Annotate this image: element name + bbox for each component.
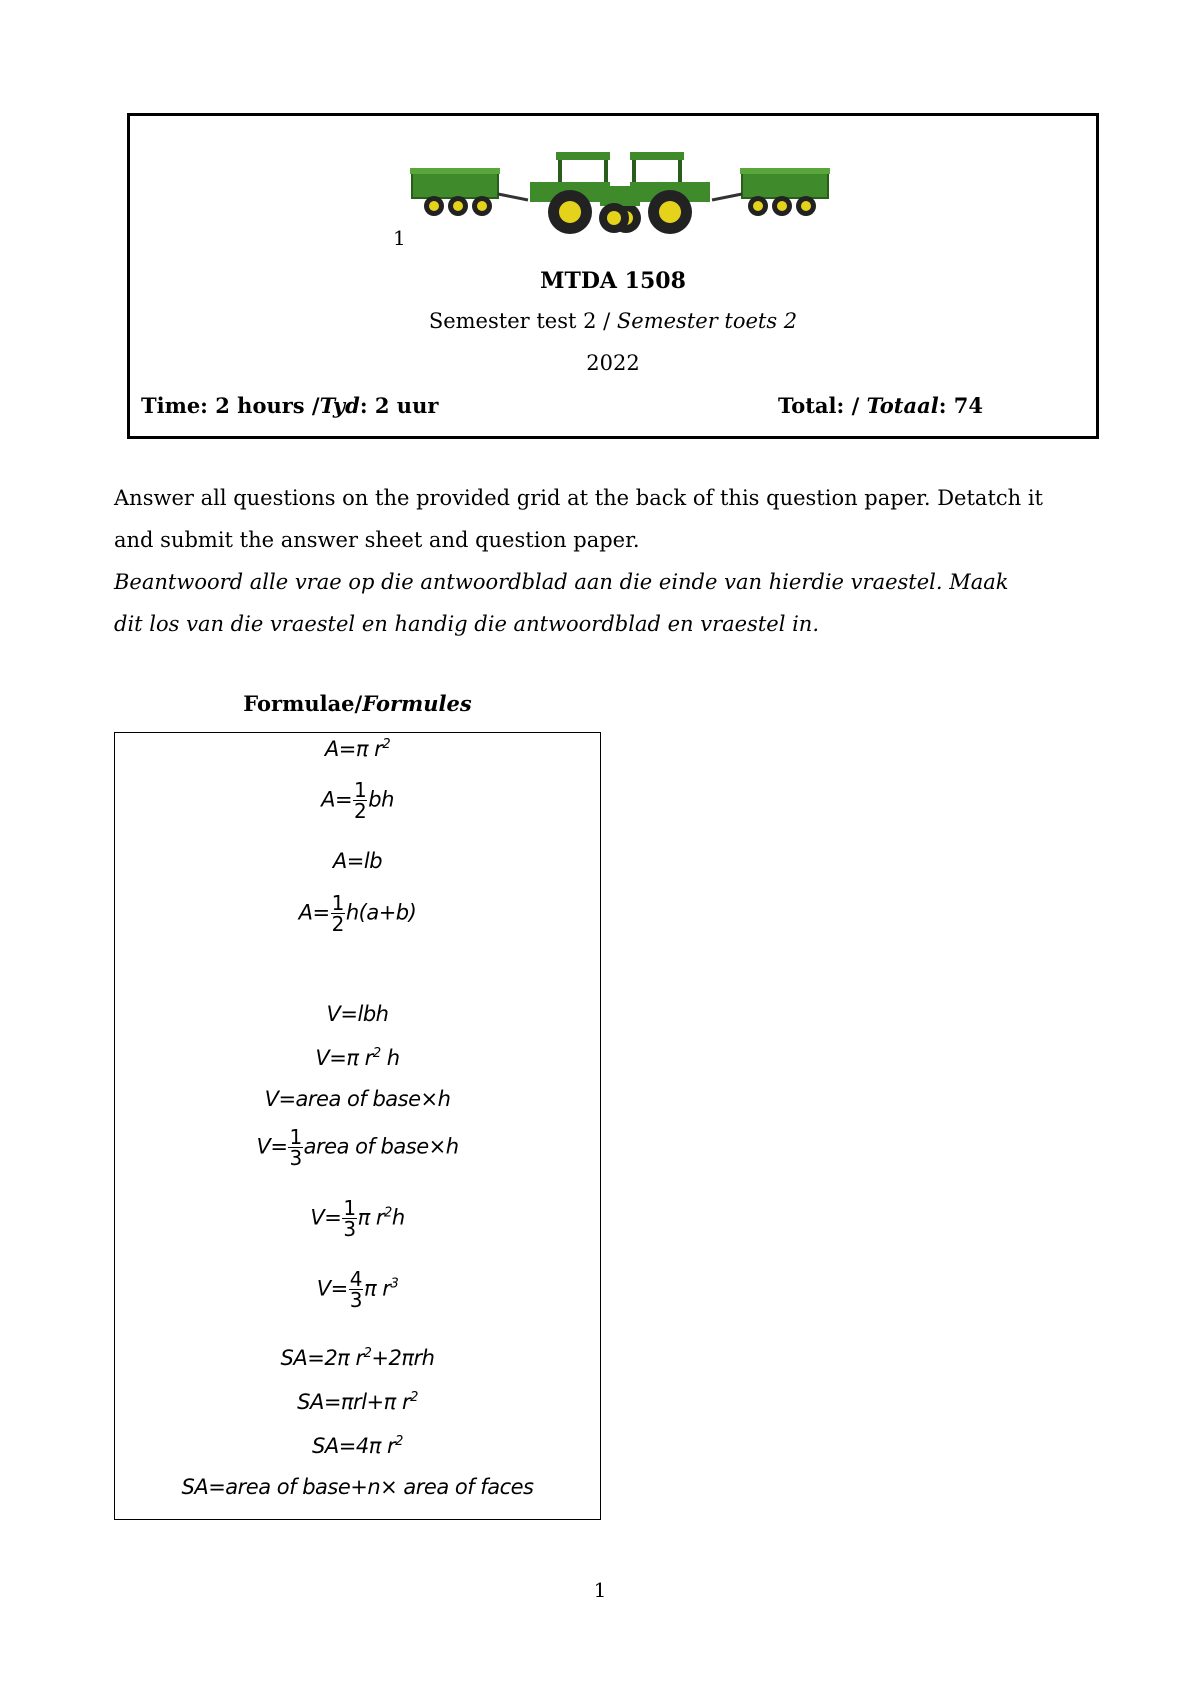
formula-volume-pyramid: V= $\frac{1}{3}$ area of base×h [256, 1125, 459, 1170]
test-year: 2022 [586, 351, 640, 375]
instructions-english [114, 477, 1114, 561]
time-line [141, 393, 438, 418]
time-label-af: Tyd [319, 393, 360, 418]
formula-volume-prism: V=lbh [326, 1002, 389, 1026]
time-value-af: : 2 uur [359, 393, 439, 418]
time-label-en: Time: 2 hours / [141, 393, 320, 418]
total-label-en: Total: / [778, 393, 867, 418]
instructions-en-line-2: and submit the answer sheet and question paper. [114, 528, 640, 552]
formula-volume-cylinder: V=π $r^2$ h [315, 1046, 400, 1070]
formula-area-triangle: A= $\frac{1}{2}$ bh [321, 778, 394, 823]
instructions-af-line-2: dit los van die vraestel en handig die antwoordblad en vraestel in. [114, 612, 820, 636]
test-name [130, 309, 1096, 333]
test-name-en: Semester test 2 / [428, 309, 617, 333]
formulae-title-en: Formulae/ [243, 691, 363, 716]
tractors-image [410, 138, 830, 248]
formula-box [114, 732, 601, 1520]
formulae-title-af: Formules [362, 691, 472, 716]
fraction: $\frac{1}{2}$ [331, 891, 344, 936]
fraction: $\frac{1}{3}$ [343, 1196, 356, 1241]
footnote-mark: 1 [393, 226, 406, 250]
formula-area-trapezium: A= $\frac{1}{2}$ h(a+b) [298, 891, 417, 936]
formula-area-rectangle: A=lb [332, 849, 383, 873]
header-box [127, 113, 1099, 439]
formulae-title [114, 691, 601, 716]
instructions-afrikaans [114, 561, 1114, 645]
formula-volume-sphere: V= $\frac{4}{3}$ π $r^3$ [316, 1267, 399, 1312]
instructions-en-line-1: Answer all questions on the provided grid at the back of this question paper. Detatch it [114, 486, 1043, 510]
course-code: MTDA 1508 [540, 268, 686, 294]
formula-volume-general: V=area of base×h [264, 1087, 451, 1111]
fraction: $\frac{4}{3}$ [349, 1267, 362, 1312]
formula-sa-cone: SA=πrl+π $r^2$ [297, 1390, 418, 1414]
test-name-af: Semester toets 2 [616, 309, 798, 333]
formula-area-circle: A=π $r^2$ [324, 737, 391, 761]
formula-sa-pyramid: SA=area of base+n× area of faces [181, 1475, 534, 1499]
page-number: 1 [593, 1578, 607, 1602]
total-label-af: Totaal [866, 393, 939, 418]
fraction: $\frac{1}{3}$ [289, 1125, 302, 1170]
formula-volume-cone: V= $\frac{1}{3}$ π $r^2h$ [310, 1196, 405, 1241]
total-line [778, 393, 983, 418]
fraction: $\frac{1}{2}$ [354, 778, 367, 823]
formula-sa-sphere: SA=4π $r^2$ [312, 1434, 403, 1458]
formula-sa-cylinder: SA=2π $r^2+2\pi rh$ [280, 1346, 435, 1370]
total-value: : 74 [938, 393, 983, 418]
instructions-af-line-1: Beantwoord alle vrae op die antwoordblad aan die einde van hierdie vraestel. Maak [114, 570, 1009, 594]
